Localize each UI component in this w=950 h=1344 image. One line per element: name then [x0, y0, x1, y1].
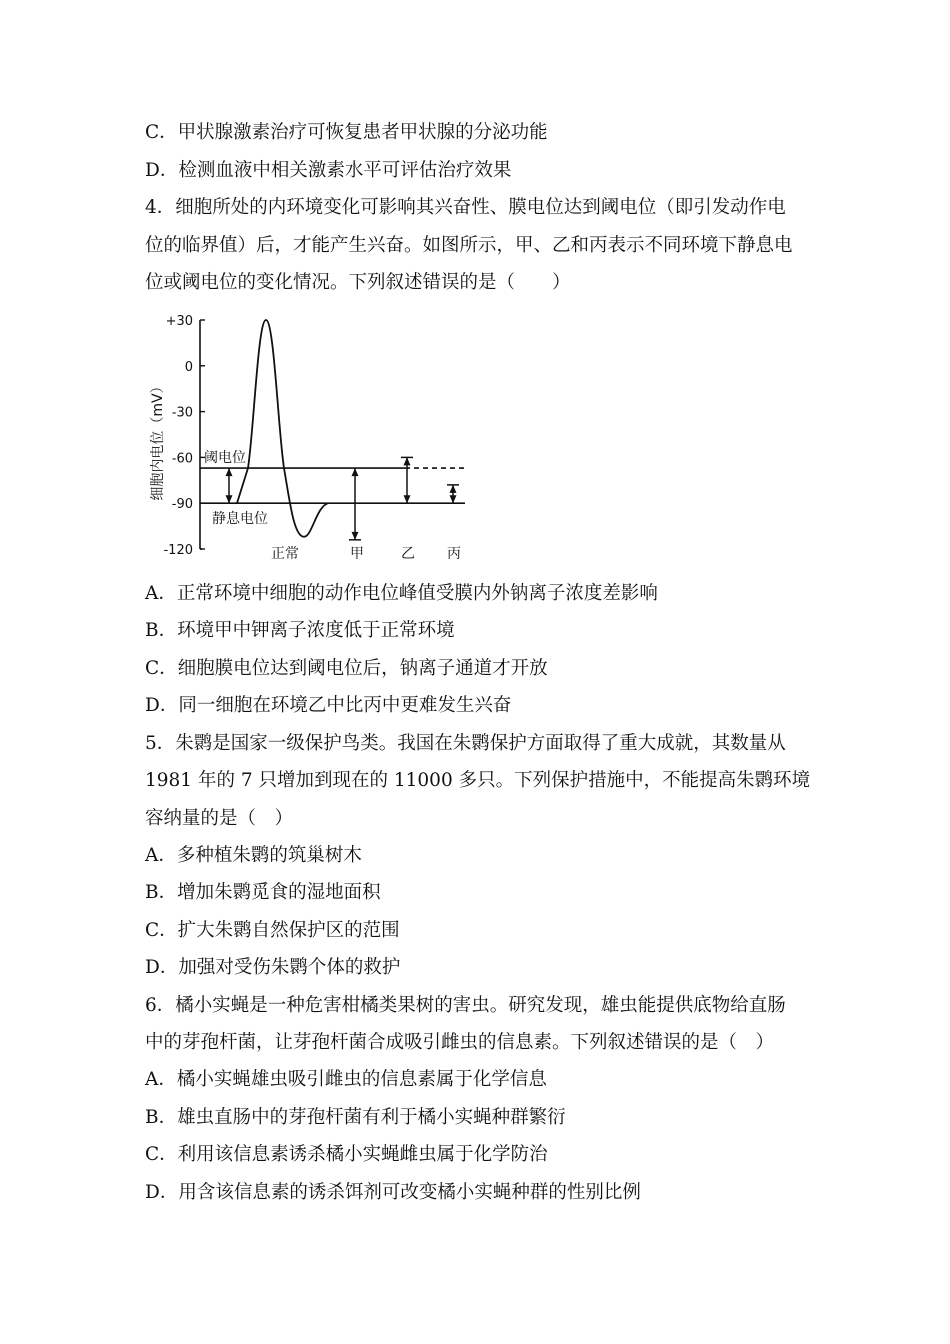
arrow-bing — [447, 485, 459, 503]
arrow-head-down — [404, 495, 411, 503]
question-5-line-1: 5．朱鹮是国家一级保护鸟类。我国在朱鹮保护方面取得了重大成就，其数量从 — [145, 733, 786, 754]
y-axis-label: 细胞内电位（mV） — [150, 379, 166, 501]
question-4-line-1: 4．细胞所处的内环境变化可影响其兴奋性、膜电位达到阈电位（即引发动作电 — [145, 197, 786, 218]
option-6b: B．雄虫直肠中的芽孢杆菌有利于橘小实蝇种群繁衍 — [145, 1107, 566, 1128]
y-tick-label: -120 — [163, 543, 193, 558]
arrow-head-down — [226, 495, 233, 503]
arrow-head-down — [450, 495, 457, 503]
question-6-line-1: 6．橘小实蝇是一种危害柑橘类果树的害虫。研究发现，雄虫能提供底物给直肠 — [145, 995, 786, 1016]
question-5-line-3: 容纳量的是（ ） — [145, 808, 294, 829]
question-4-line-2: 位的临界值）后，才能产生兴奋。如图所示，甲、乙和丙表示不同环境下静息电 — [145, 235, 793, 256]
arrow-head-down — [352, 532, 359, 540]
arrow-head-up — [450, 485, 457, 493]
normal-arrow — [226, 468, 233, 503]
option-5d: D．加强对受伤朱鹮个体的救护 — [145, 957, 401, 978]
option-3d: D．检测血液中相关激素水平可评估治疗效果 — [145, 160, 512, 181]
option-4b: B．环境甲中钾离子浓度低于正常环境 — [145, 620, 455, 641]
arrow-head-up — [226, 468, 233, 476]
option-6c: C．利用该信息素诱杀橘小实蝇雌虫属于化学防治 — [145, 1144, 548, 1165]
y-tick-label: +30 — [165, 314, 193, 329]
y-tick-label: 0 — [184, 359, 193, 375]
action-potential-curve — [237, 320, 328, 537]
resting-label: 静息电位 — [212, 511, 268, 527]
question-5-line-2: 1981 年的 7 只增加到现在的 11000 多只。下列保护措施中，不能提高朱鹮环境 — [145, 770, 811, 791]
y-tick-label: -90 — [171, 497, 193, 513]
question-4-line-3: 位或阈电位的变化情况。下列叙述错误的是（ ） — [145, 272, 571, 293]
threshold-label: 阈电位 — [204, 450, 246, 466]
category-label-bing: 丙 — [447, 546, 461, 562]
y-ticks — [163, 314, 205, 558]
category-label-normal: 正常 — [271, 546, 299, 562]
option-4a: A．正常环境中细胞的动作电位峰值受膜内外钠离子浓度差影响 — [145, 583, 658, 604]
arrow-yi — [401, 457, 413, 503]
option-5b: B．增加朱鹮觅食的湿地面积 — [145, 882, 381, 903]
option-3c: C．甲状腺激素治疗可恢复患者甲状腺的分泌功能 — [145, 122, 548, 143]
membrane-potential-figure — [140, 305, 480, 570]
option-5c: C．扩大朱鹮自然保护区的范围 — [145, 920, 400, 941]
category-label-yi: 乙 — [401, 546, 415, 562]
option-4d: D．同一细胞在环境乙中比丙中更难发生兴奋 — [145, 695, 512, 716]
option-6a: A．橘小实蝇雄虫吸引雌虫的信息素属于化学信息 — [145, 1069, 547, 1090]
y-tick-label: -60 — [171, 451, 193, 467]
arrow-head-up — [404, 457, 411, 465]
option-6d: D．用含该信息素的诱杀饵剂可改变橘小实蝇种群的性别比例 — [145, 1182, 641, 1203]
y-tick-label: -30 — [171, 405, 193, 421]
option-4c: C．细胞膜电位达到阈电位后，钠离子通道才开放 — [145, 658, 548, 679]
arrow-head-up — [352, 468, 359, 476]
option-5a: A．多种植朱鹮的筑巢树木 — [145, 845, 362, 866]
question-6-line-2: 中的芽孢杆菌，让芽孢杆菌合成吸引雌虫的信息素。下列叙述错误的是（ ） — [145, 1032, 775, 1053]
category-label-jia: 甲 — [350, 546, 364, 562]
